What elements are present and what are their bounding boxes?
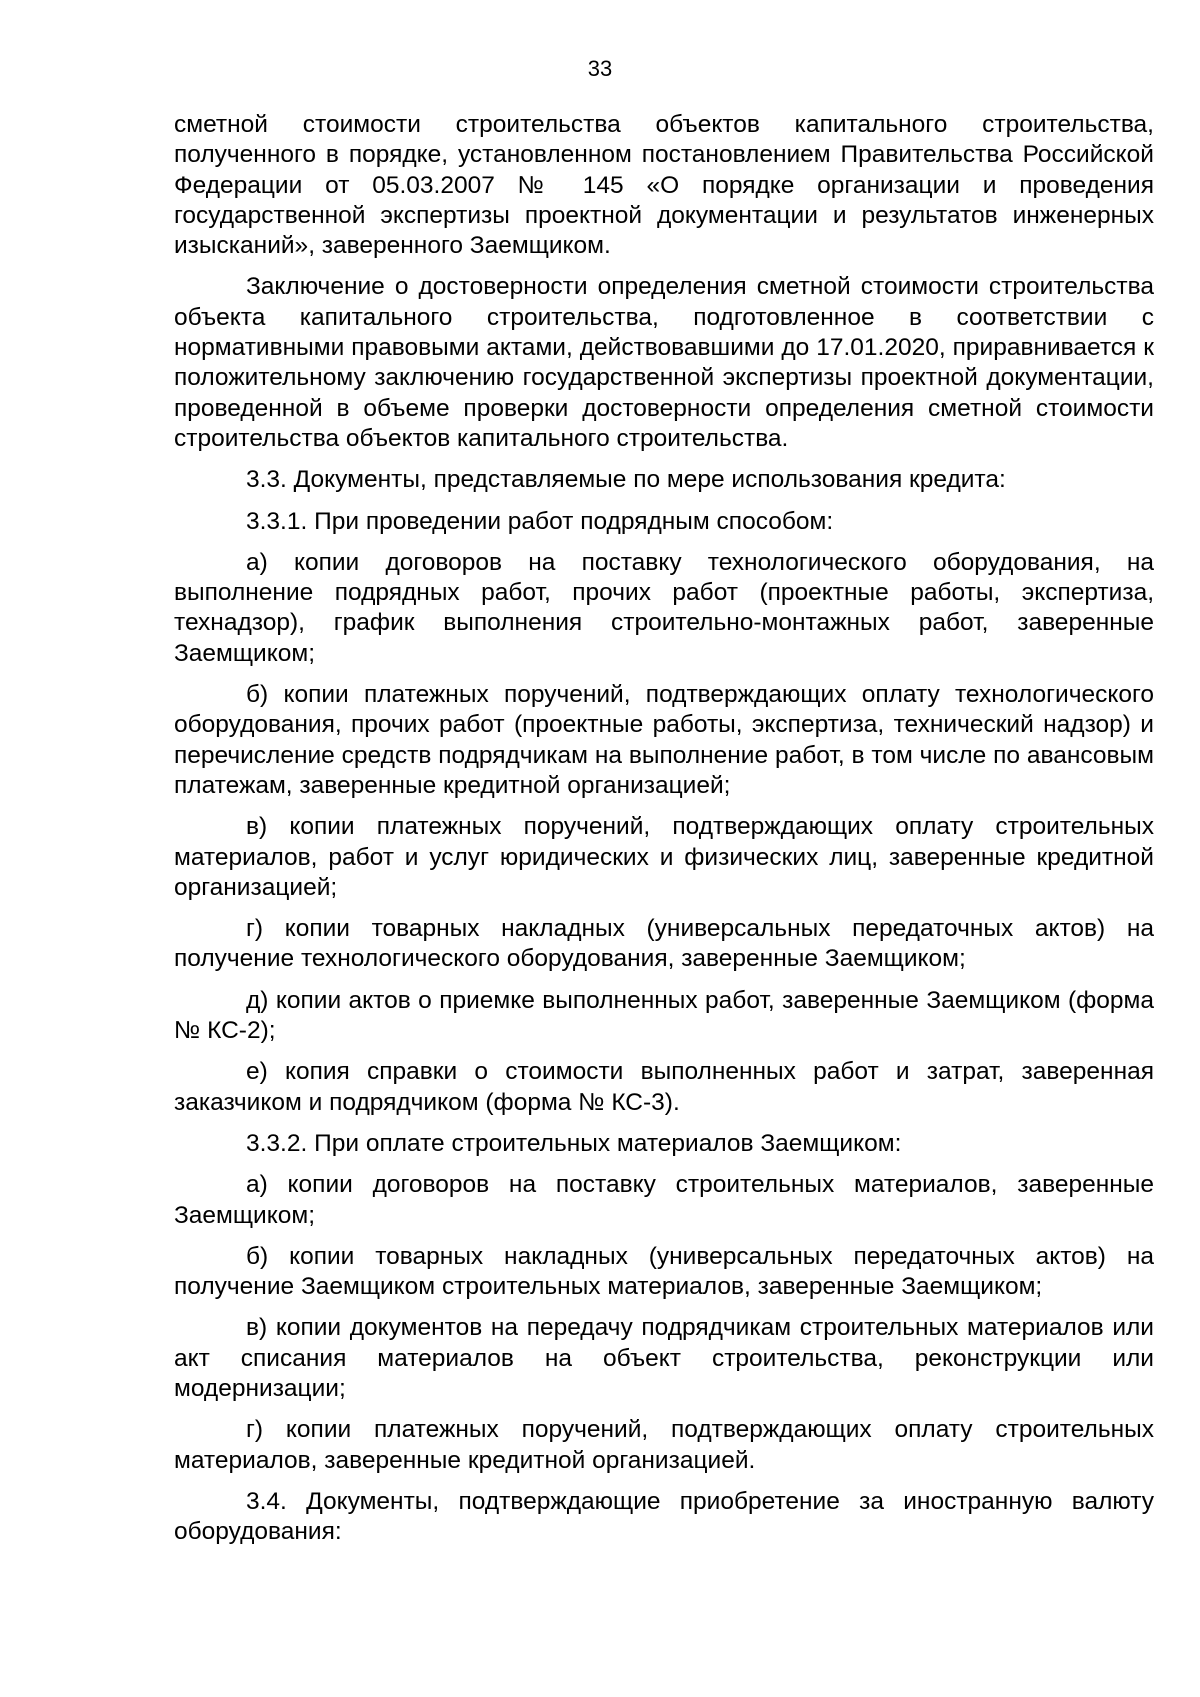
list-item-v: в) копии документов на передачу подрядчикам строительных материалов или акт списания материалов на объект строительства, реконструкции или модернизации; [174, 1314, 1154, 1402]
list-item-a: а) копии договоров на поставку технологического оборудования, на выполнение подрядных работ, прочих работ (проектные работы, экспертиза, технадзор), график выполнения строительно-монтажных работ, заверенные Заемщиком; [174, 548, 1154, 667]
list-item-g: г) копии платежных поручений, подтверждающих оплату строительных материалов, заверенные кредитной организацией. [174, 1416, 1154, 1474]
list-item-g: г) копии товарных накладных (универсальных передаточных актов) на получение технологического оборудования, заверенные Заемщиком; [174, 915, 1154, 973]
paragraph-continuation: сметной стоимости строительства объектов капитального строительства, полученного в порядке, установленном постановлением Правительства Российской Федерации от 05.03.2007 № 145 «О порядке организации и проведения государственной экспертизы проектной документации и результатов инженерных изысканий», заверенного Заемщиком. [174, 111, 1154, 260]
document-body [174, 110, 1154, 1558]
list-item-b: б) копии товарных накладных (универсальных передаточных актов) на получение Заемщиком строительных материалов, заверенные Заемщиком; [174, 1242, 1154, 1301]
section-heading-3-3: 3.3. Документы, представляемые по мере использования кредита: [246, 466, 1006, 494]
section-heading-3-4: 3.4. Документы, подтверждающие приобретение за иностранную валюту оборудования: [174, 1487, 1154, 1546]
paragraph-conclusion: Заключение о достоверности определения сметной стоимости строительства объекта капитального строительства, подготовленное в соответствии с нормативными правовыми актами, действовавшими до 17.01.2020, приравнивается к положительному заключению государственной экспертизы проектной документации, проведенной в объеме проверки достоверности определения сметной стоимости строительства объектов капитального строительства. [174, 273, 1154, 452]
list-item-d: д) копии актов о приемке выполненных работ, заверенные Заемщиком (форма № КС-2); [174, 986, 1154, 1045]
list-item-a: а) копии договоров на поставку строительных материалов, заверенные Заемщиком; [174, 1171, 1154, 1229]
list-item-e: е) копия справки о стоимости выполненных работ и затрат, заверенная заказчиком и подрядчиком (форма № КС-3). [174, 1058, 1154, 1116]
subsection-heading-3-3-1: 3.3.1. При проведении работ подрядным способом: [246, 507, 834, 535]
page-number: 33 [587, 56, 613, 81]
subsection-heading-3-3-2: 3.3.2. При оплате строительных материалов Заемщиком: [246, 1129, 902, 1157]
list-item-v: в) копии платежных поручений, подтверждающих оплату строительных материалов, работ и услуг юридических и физических лиц, заверенные кредитной организацией; [174, 813, 1154, 901]
list-item-b: б) копии платежных поручений, подтверждающих оплату технологического оборудования, прочих работ (проектные работы, экспертиза, технический надзор) и перечисление средств подрядчикам на выполнение работ, в том числе по авансовым платежам, заверенные кредитной организацией; [174, 681, 1154, 799]
